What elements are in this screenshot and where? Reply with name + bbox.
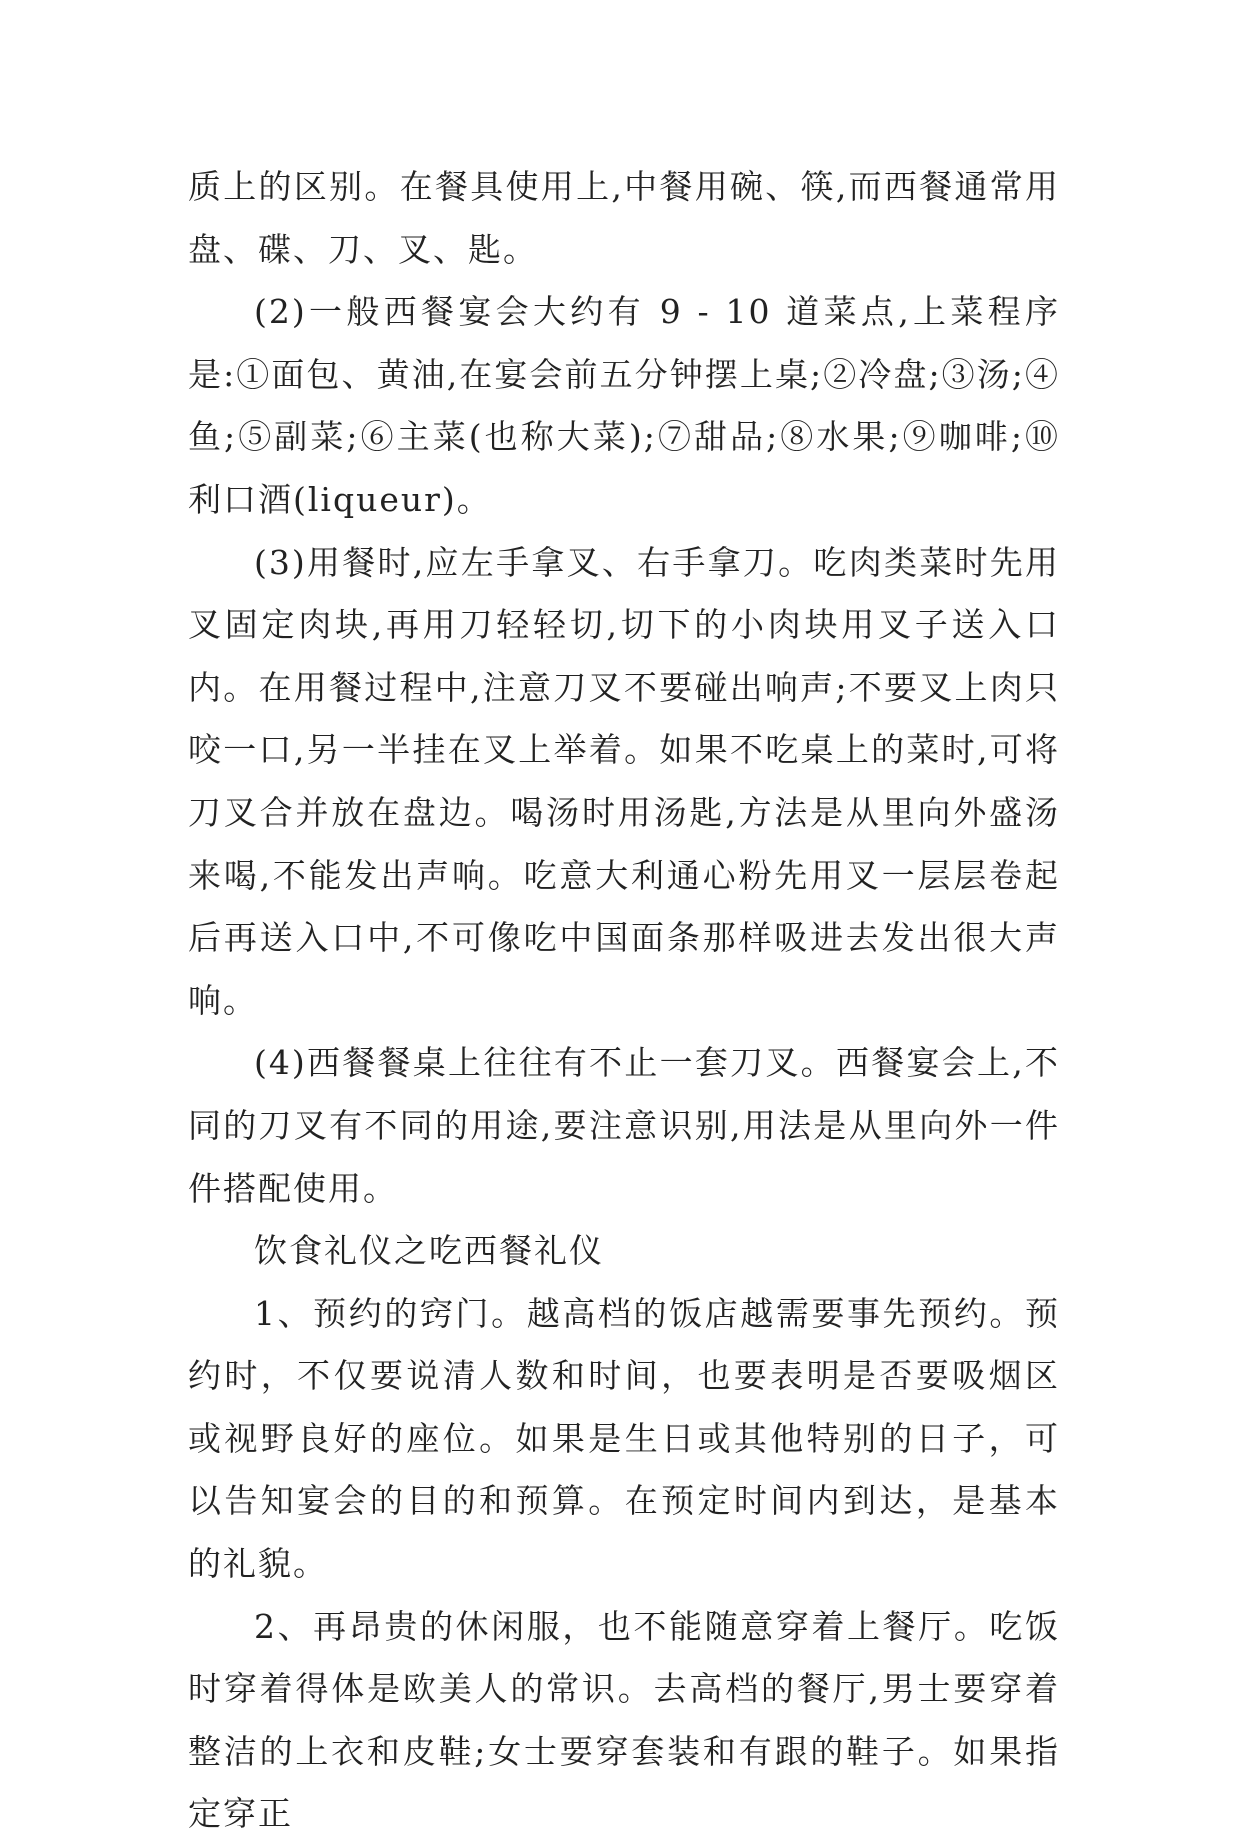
paragraph-course-order: (2)一般西餐宴会大约有 9 - 10 道菜点,上菜程序是:①面包、黄油,在宴会前五分钟摆上桌;②冷盘;③汤;④鱼;⑤副菜;⑥主菜(也称大菜);⑦甜品;⑧水果;⑨咖啡;⑩利口酒(liqueur)。 (188, 292, 1060, 519)
paragraph-multiple-cutlery: (4)西餐餐桌上往往有不止一套刀叉。西餐宴会上,不同的刀叉有不同的用途,要注意识别,用法是从里向外一件件搭配使用。 (188, 1043, 1060, 1208)
paragraph-knife-fork-usage: (3)用餐时,应左手拿叉、右手拿刀。吃肉类菜时先用叉固定肉块,再用刀轻轻切,切下的小肉块用叉子送入口内。在用餐过程中,注意刀叉不要碰出响声;不要叉上肉只咬一口,另一半挂在叉上举着。如果不吃桌上的菜时,可将刀叉合并放在盘边。喝汤时用汤匙,方法是从里向外盛汤来喝,不能发出声响。吃意大利通心粉先用叉一层层卷起后再送入口中,不可像吃中国面条那样吸进去发出很大声响。 (188, 542, 1060, 1020)
section-heading: 饮食礼仪之吃西餐礼仪 (254, 1231, 604, 1271)
paragraph-continuation: 质上的区别。在餐具使用上,中餐用碗、筷,而西餐通常用盘、碟、刀、叉、匙。 (188, 167, 1060, 269)
paragraph-reservation: 1、预约的窍门。越高档的饭店越需要事先预约。预约时，不仅要说清人数和时间，也要表明是否要吸烟区或视野良好的座位。如果是生日或其他特别的日子，可以告知宴会的目的和预算。在预定时间内到达，是基本的礼貌。 (188, 1293, 1060, 1584)
document-body (188, 156, 1060, 1846)
paragraph-dress-code: 2、再昂贵的休闲服，也不能随意穿着上餐厅。吃饭时穿着得体是欧美人的常识。去高档的餐厅,男士要穿着整洁的上衣和皮鞋;女士要穿套装和有跟的鞋子。如果指定穿正 (188, 1606, 1060, 1834)
